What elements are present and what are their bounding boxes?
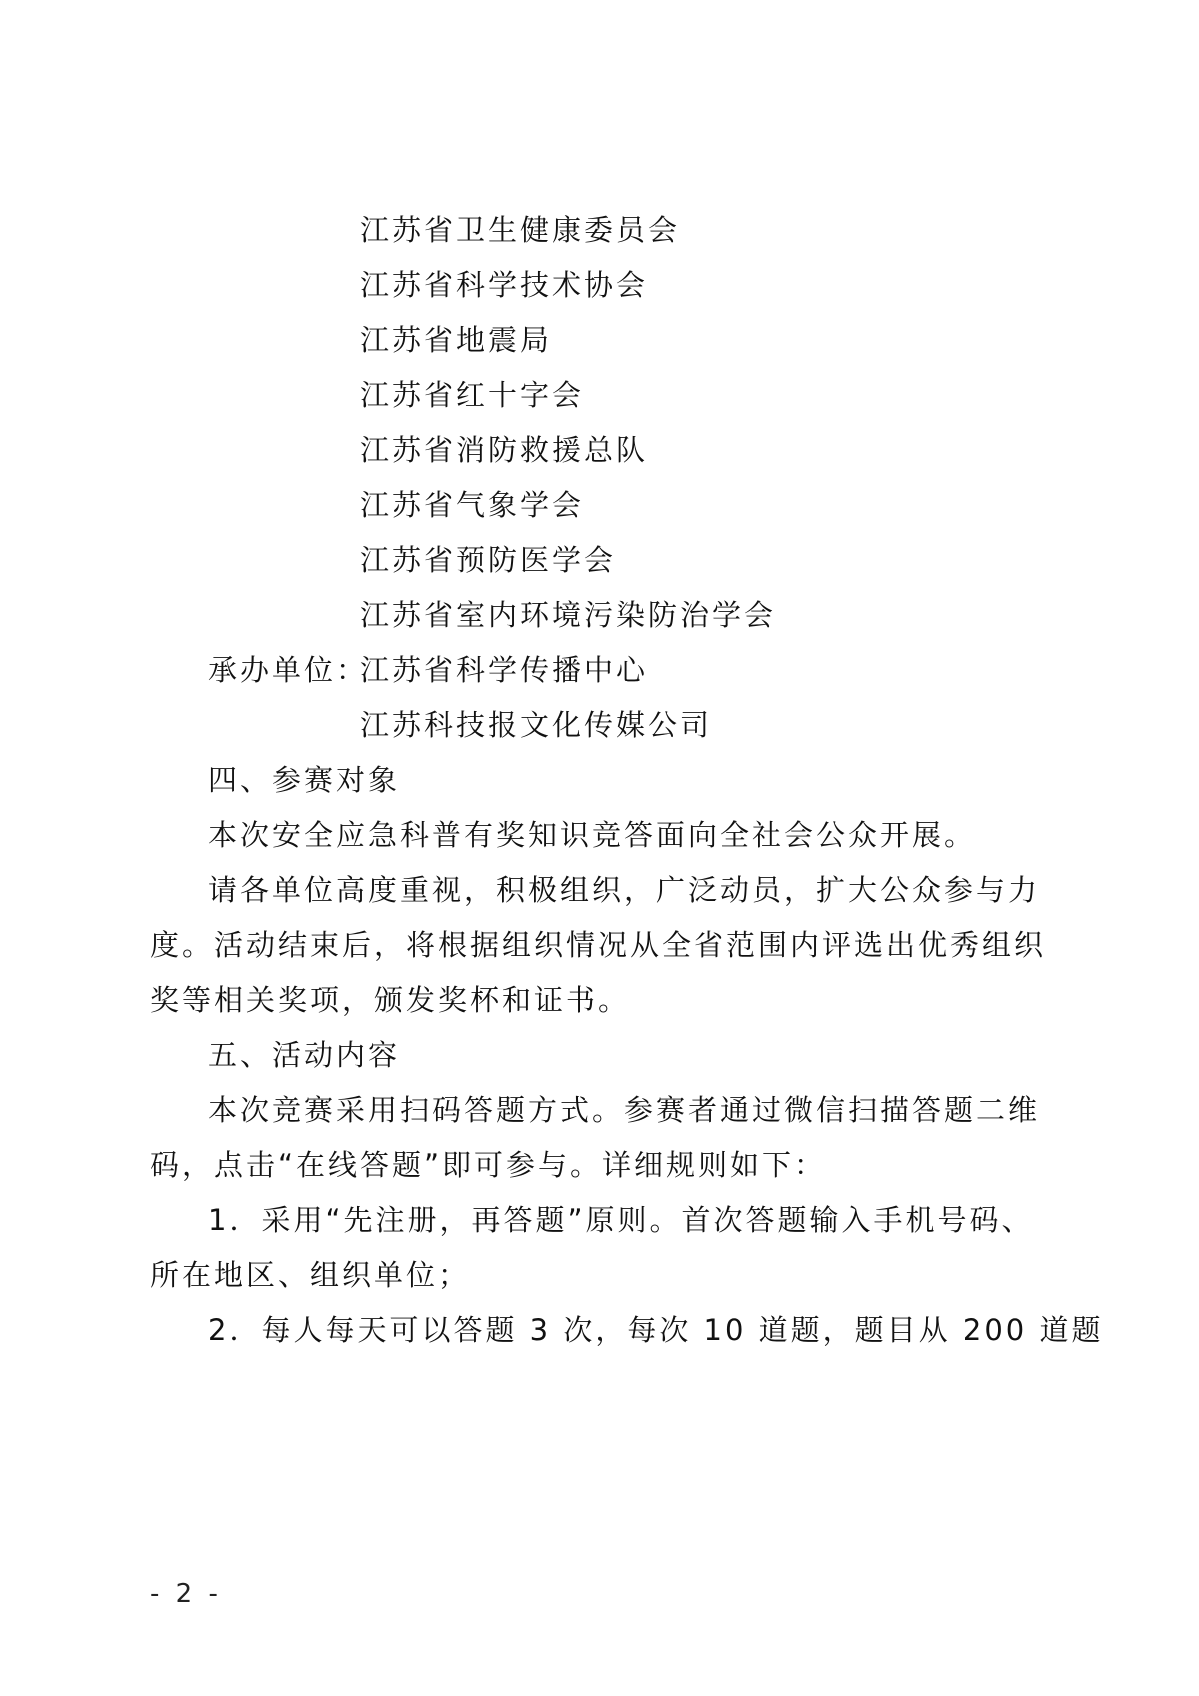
organizer-item: 江苏省气象学会 bbox=[360, 488, 585, 522]
organizer-item: 江苏省消防救援总队 bbox=[360, 433, 649, 467]
organizer-item: 江苏省科学技术协会 bbox=[360, 268, 649, 302]
rule-line: 所在地区、组织单位； bbox=[150, 1258, 471, 1292]
paragraph-line: 本次竞赛采用扫码答题方式。参赛者通过微信扫描答题二维 bbox=[208, 1093, 1041, 1127]
co-organizer-item: 江苏省科学传播中心 bbox=[360, 653, 649, 687]
organizer-item: 江苏省室内环境污染防治学会 bbox=[360, 598, 777, 632]
section-heading: 四、参赛对象 bbox=[208, 763, 401, 797]
organizer-item: 江苏省预防医学会 bbox=[360, 543, 617, 577]
paragraph-line: 度。活动结束后，将根据组织情况从全省范围内评选出优秀组织 bbox=[150, 928, 1047, 962]
paragraph-line: 码，点击“在线答题”即可参与。详细规则如下： bbox=[150, 1148, 827, 1182]
organizer-item: 江苏省地震局 bbox=[360, 323, 553, 357]
co-organizer-item: 江苏科技报文化传媒公司 bbox=[360, 708, 713, 742]
co-organizer-label: 承办单位： bbox=[208, 653, 369, 687]
organizer-item: 江苏省卫生健康委员会 bbox=[360, 213, 681, 247]
organizer-item: 江苏省红十字会 bbox=[360, 378, 585, 412]
paragraph-line: 奖等相关奖项，颁发奖杯和证书。 bbox=[150, 983, 631, 1017]
page-number: - 2 - bbox=[150, 1579, 222, 1609]
rule-line: 2．每人每天可以答题 3 次，每次 10 道题，题目从 200 道题 bbox=[208, 1313, 1104, 1347]
rule-line: 1．采用“先注册，再答题”原则。首次答题输入手机号码、 bbox=[208, 1203, 1034, 1237]
paragraph-line: 请各单位高度重视，积极组织，广泛动员，扩大公众参与力 bbox=[208, 873, 1041, 907]
section-heading: 五、活动内容 bbox=[208, 1038, 401, 1072]
paragraph-line: 本次安全应急科普有奖知识竞答面向全社会公众开展。 bbox=[208, 818, 977, 852]
